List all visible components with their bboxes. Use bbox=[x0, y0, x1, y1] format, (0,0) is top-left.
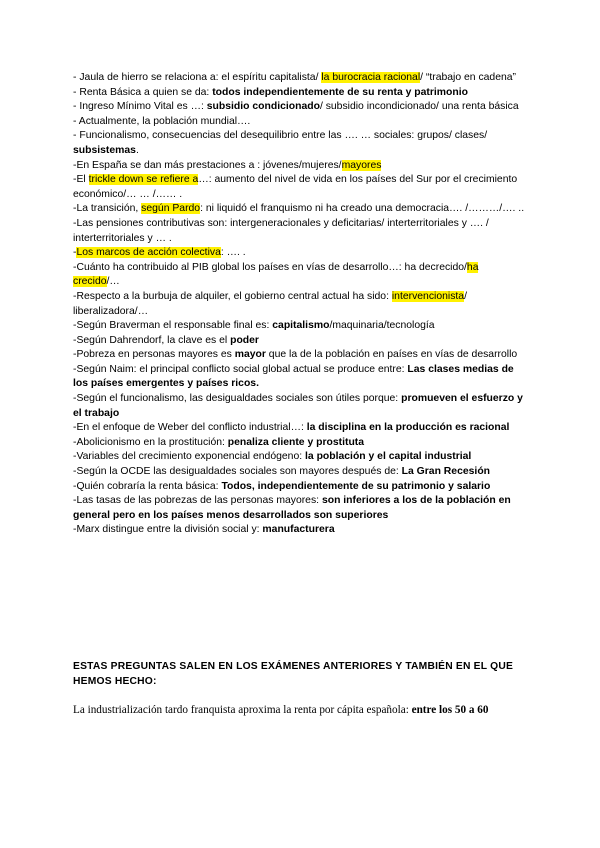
list-item: -Respecto a la burbuja de alquiler, el gobierno central actual ha sido: intervencionista/ liberalizadora/… bbox=[73, 290, 467, 317]
question-list bbox=[73, 71, 528, 538]
bold-answer: mayor bbox=[234, 349, 266, 361]
bold-answer: la disciplina en la producción es racional bbox=[306, 422, 510, 434]
list-item: -Variables del crecimiento exponencial endógeno: la población y el capital industrial bbox=[73, 451, 472, 463]
list-item: -Marx distingue entre la división social y: manufacturera bbox=[73, 524, 335, 536]
list-item: -Pobreza en personas mayores es mayor que la de la población en países en vías de desarrollo bbox=[73, 349, 518, 361]
highlighted-answer: mayores bbox=[341, 159, 382, 171]
list-item: - Ingreso Mínimo Vital es …: subsidio condicionado/ subsidio incondicionado/ una renta básica bbox=[73, 101, 519, 113]
list-item: -La transición, según Pardo: ni liquidó el franquismo ni ha creado una democracia…. /………/…. .. bbox=[73, 203, 525, 215]
bold-answer: todos independientemente de su renta y patrimonio bbox=[212, 86, 468, 98]
list-item: -Las pensiones contributivas son: intergeneracionales y deficitarias/ interterritoriales y …. / interterritoriales y … . bbox=[73, 217, 489, 244]
bold-answer: poder bbox=[230, 334, 259, 346]
section-heading: ESTAS PREGUNTAS SALEN EN LOS EXÁMENES ANTERIORES Y TAMBIÉN EN EL QUE HEMOS HECHO: bbox=[73, 661, 514, 687]
list-item: -Según el funcionalismo, las desigualdades sociales son útiles porque: promueven el esfuerzo y el trabajo bbox=[73, 393, 523, 419]
highlighted-answer: según Pardo bbox=[141, 203, 201, 215]
highlighted-answer: intervencionista bbox=[391, 290, 465, 302]
highlighted-answer: trickle down se refiere a bbox=[88, 174, 199, 186]
list-item: -Cuánto ha contribuido al PIB global los países en vías de desarrollo…: ha decrecido/ha crecido/… bbox=[73, 261, 479, 288]
list-item: - Funcionalismo, consecuencias del desequilibrio entre las …. … sociales: grupos/ clases/ subsistemas. bbox=[73, 130, 488, 156]
list-item: -En España se dan más prestaciones a : jóvenes/mujeres/mayores bbox=[73, 159, 382, 171]
bold-answer: penaliza cliente y prostituta bbox=[227, 436, 365, 448]
bold-answer: capitalismo bbox=[272, 320, 330, 332]
bold-answer: son inferiores a los de la población en general pero en los países menos desarrollados son superiores bbox=[73, 495, 511, 521]
list-item: - Renta Básica a quien se da: todos independientemente de su renta y patrimonio bbox=[73, 86, 468, 98]
list-item: -Abolicionismo en la prostitución: penaliza cliente y prostituta bbox=[73, 436, 365, 448]
list-item: -Las tasas de las pobrezas de las personas mayores: son inferiores a los de la población en general pero en los países menos desarrollados son superiores bbox=[73, 495, 511, 521]
list-item: -Según Braverman el responsable final es: capitalismo/maquinaria/tecnología bbox=[73, 320, 435, 332]
bold-answer: La Gran Recesión bbox=[401, 466, 491, 478]
list-item: -Los marcos de acción colectiva: …. . bbox=[73, 247, 246, 259]
closing-question: La industrialización tardo franquista aproxima la renta por cápita española: entre los 50 a 60 bbox=[73, 704, 489, 716]
bold-answer: la población y el capital industrial bbox=[305, 451, 472, 463]
list-item: - Actualmente, la población mundial…. bbox=[73, 115, 251, 127]
list-item: -El trickle down se refiere a…: aumento del nivel de vida en los países del Sur por el crecimiento económico/… … /…… . bbox=[73, 174, 518, 200]
list-item: - Jaula de hierro se relaciona a: el espíritu capitalista/ la burocracia racional/ “trabajo en cadena” bbox=[73, 72, 517, 83]
bold-answer: promueven el esfuerzo y el trabajo bbox=[73, 393, 523, 419]
bold-answer: Todos, independientemente de su patrimonio y salario bbox=[221, 480, 491, 492]
bold-answer: entre los 50 a 60 bbox=[411, 704, 489, 716]
list-item: -Según la OCDE las desigualdades sociales son mayores después de: La Gran Recesión bbox=[73, 466, 491, 478]
highlighted-answer: la burocracia racional bbox=[321, 72, 421, 83]
list-item: -En el enfoque de Weber del conflicto industrial…: la disciplina en la producción es racional bbox=[73, 422, 510, 434]
bold-answer: subsidio condicionado bbox=[206, 101, 320, 113]
bold-answer: manufacturera bbox=[262, 524, 335, 536]
highlighted-answer: ha crecido bbox=[73, 261, 479, 288]
bold-answer: Las clases medias de los países emergentes y países ricos. bbox=[73, 363, 514, 390]
highlighted-answer: Los marcos de acción colectiva bbox=[76, 247, 221, 259]
list-item: -Según Dahrendorf, la clave es el poder bbox=[73, 334, 259, 346]
list-item: -Quién cobraría la renta básica: Todos, independientemente de su patrimonio y salario bbox=[73, 480, 491, 492]
bold-answer: subsistemas bbox=[73, 144, 136, 156]
list-item: -Según Naim: el principal conflicto social global actual se produce entre: Las clases medias de los países emergentes y países ricos. bbox=[73, 363, 514, 390]
